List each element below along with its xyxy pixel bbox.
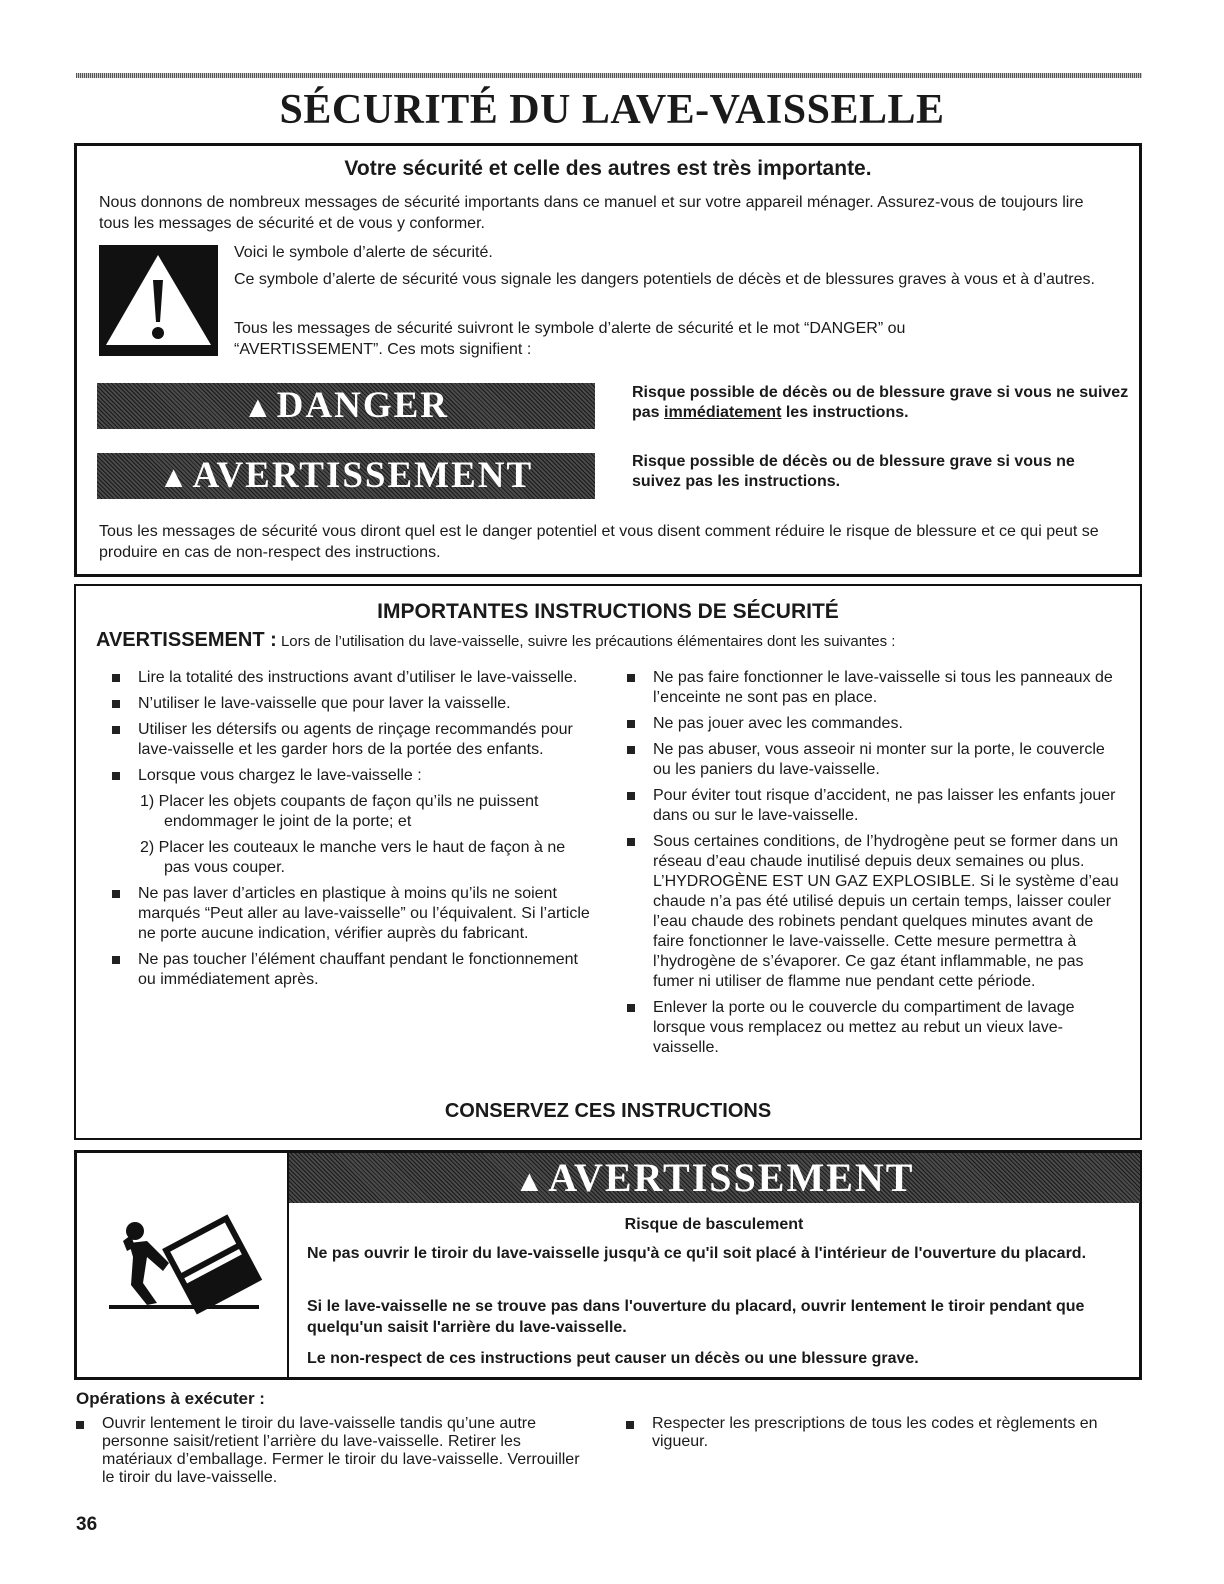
list-item: Ne pas abuser, vous asseoir ni monter sur la porte, le couvercle ou les paniers du lave-vaisselle.	[627, 740, 1125, 780]
danger-text-part-b: les instructions.	[785, 404, 909, 421]
important-warning-word: AVERTISSEMENT :	[96, 629, 277, 651]
danger-text	[632, 383, 1132, 423]
list-item: Ne pas jouer avec les commandes.	[627, 714, 1125, 734]
list-item: Ouvrir lentement le tiroir du lave-vaisselle tandis qu’une autre personne saisit/retient l’arrière du lave-vaisselle. Retirer les matériaux d’emballage. Fermer le tiroir du lave-vaisselle. Verrouiller le tiroir du lave-vaisselle.	[76, 1415, 586, 1487]
left-column	[112, 668, 592, 996]
safety-intro-box	[74, 143, 1142, 577]
list-item: Ne pas faire fonctionner le lave-vaisselle si tous les panneaux de l’enceinte ne sont pas en place.	[627, 668, 1125, 708]
danger-banner	[97, 383, 595, 429]
keep-instructions: CONSERVEZ CES INSTRUCTIONS	[444, 1100, 772, 1122]
warning-text: Risque possible de décès ou de blessure grave si vous ne suivez pas les instructions.	[632, 453, 1075, 490]
important-instructions-box	[74, 584, 1142, 1140]
important-heading: IMPORTANTES INSTRUCTIONS DE SÉCURITÉ	[377, 600, 839, 623]
sub-list-item: 2) Placer les couteaux le manche vers le haut de façon à ne pas vous couper.	[140, 839, 566, 876]
danger-label: DANGER	[276, 385, 450, 426]
important-warning-text: Lors de l’utilisation du lave-vaisselle, suivre les précautions élémentaires dont les suivantes :	[280, 633, 896, 650]
tip-over-warning-box	[74, 1150, 1142, 1380]
important-warning	[96, 629, 895, 653]
right-column	[627, 668, 1125, 1064]
danger-text-part-a: Risque possible de décès ou de blessure grave si vous ne suivez pas	[632, 384, 1129, 421]
tip-warning-label: AVERTISSEMENT	[548, 1155, 915, 1200]
list-item: Sous certaines conditions, de l’hydrogène peut se former dans un réseau d’eau chaude inutilisé depuis deux semaines ou plus. L’HYDROGÈNE EST UN GAZ EXPLOSIBLE. Si le système d’eau chaude n’a pas été utilisé depuis un certain temps, laisser couler l’eau chaude des robinets pendant quelques minutes avant de faire fonctionner le lave-vaisselle. Cette mesure permettra à l’hydrogène de s’évaporer. Ce gaz étant inflammable, ne pas fumer ni utiliser de flamme nue pendant cette période.	[627, 832, 1125, 992]
warning-label: AVERTISSEMENT	[192, 455, 534, 496]
list-item: Ne pas laver d’articles en plastique à moins qu’ils ne soient marqués “Peut aller au lave-vaisselle” ou l’équivalent. Si l’article ne porte aucune indication, vérifier auprès du fabricant.	[112, 884, 592, 944]
list-item: Lire la totalité des instructions avant d’utiliser le lave-vaisselle.	[112, 668, 592, 688]
symbol-line-3: Tous les messages de sécurité suivront le symbole d’alerte de sécurité et le mot “DANGER” ou “AVERTISSEMENT”. Ces mots signifient :	[234, 320, 906, 358]
warning-triangle-icon: ▲	[158, 461, 189, 494]
page-title: SÉCURITÉ DU LAVE-VAISSELLE	[279, 87, 945, 133]
safety-closing-text: Tous les messages de sécurité vous diront quel est le danger potentiel et vous disent comment réduire le risque de blessure et ce qui peut se produire en cas de non-respect des instructions.	[99, 523, 1099, 561]
warning-triangle-icon: ▲	[242, 391, 273, 424]
tip-risk-title: Risque de basculement	[624, 1216, 804, 1233]
list-item: Ne pas toucher l’élément chauffant pendant le fonctionnement ou immédiatement après.	[112, 950, 592, 990]
operations-heading: Opérations à exécuter :	[76, 1389, 265, 1408]
tip-line-2: Si le lave-vaisselle ne se trouve pas dans l'ouverture du placard, ouvrir lentement le tiroir pendant que quelqu'un saisit l'arrière du lave-vaisselle.	[307, 1298, 1085, 1336]
page-number: 36	[76, 1514, 98, 1535]
safety-heading: Votre sécurité et celle des autres est très importante.	[344, 157, 872, 180]
tip-over-pictogram-pane	[77, 1153, 289, 1377]
list-item: Pour éviter tout risque d’accident, ne pas laisser les enfants jouer dans ou sur le lave-vaisselle.	[627, 786, 1125, 826]
list-item: N’utiliser le lave-vaisselle que pour laver la vaisselle.	[112, 694, 592, 714]
list-item: Enlever la porte ou le couvercle du compartiment de lavage lorsque vous remplacez ou mettez au rebut un vieux lave-vaisselle.	[627, 998, 1125, 1058]
top-rule	[76, 73, 1142, 78]
symbol-line-2: Ce symbole d’alerte de sécurité vous signale les dangers potentiels de décès et de blessures graves à vous et à d’autres.	[234, 271, 1095, 288]
warning-banner	[97, 453, 595, 499]
operations-right	[626, 1415, 1136, 1457]
tip-over-icon	[77, 1153, 287, 1377]
list-item: Utiliser les détersifs ou agents de rinçage recommandés pour lave-vaisselle et les garder hors de la portée des enfants.	[112, 720, 592, 760]
list-item: Respecter les prescriptions de tous les codes et règlements en vigueur.	[626, 1415, 1136, 1451]
tip-line-3: Le non-respect de ces instructions peut causer un décès ou une blessure grave.	[307, 1350, 919, 1367]
warning-triangle-icon: ▲	[514, 1165, 545, 1198]
safety-intro-text: Nous donnons de nombreux messages de sécurité importants dans ce manuel et sur votre appareil ménager. Assurez-vous de toujours lire tous les messages de sécurité et de vous y conformer.	[99, 194, 1084, 232]
list-item: Lorsque vous chargez le lave-vaisselle :	[112, 766, 592, 786]
operations-left	[76, 1415, 586, 1493]
tip-line-1: Ne pas ouvrir le tiroir du lave-vaisselle jusqu'à ce qu'il soit placé à l'intérieur de l'ouverture du placard.	[307, 1245, 1087, 1262]
safety-alert-icon	[99, 245, 218, 356]
danger-text-emphasis: immédiatement	[664, 404, 782, 421]
sub-list-item: 1) Placer les objets coupants de façon qu’ils ne puissent endommager le joint de la porte; et	[140, 793, 539, 830]
symbol-line-1: Voici le symbole d’alerte de sécurité.	[234, 244, 493, 261]
tip-warning-banner	[289, 1153, 1140, 1203]
